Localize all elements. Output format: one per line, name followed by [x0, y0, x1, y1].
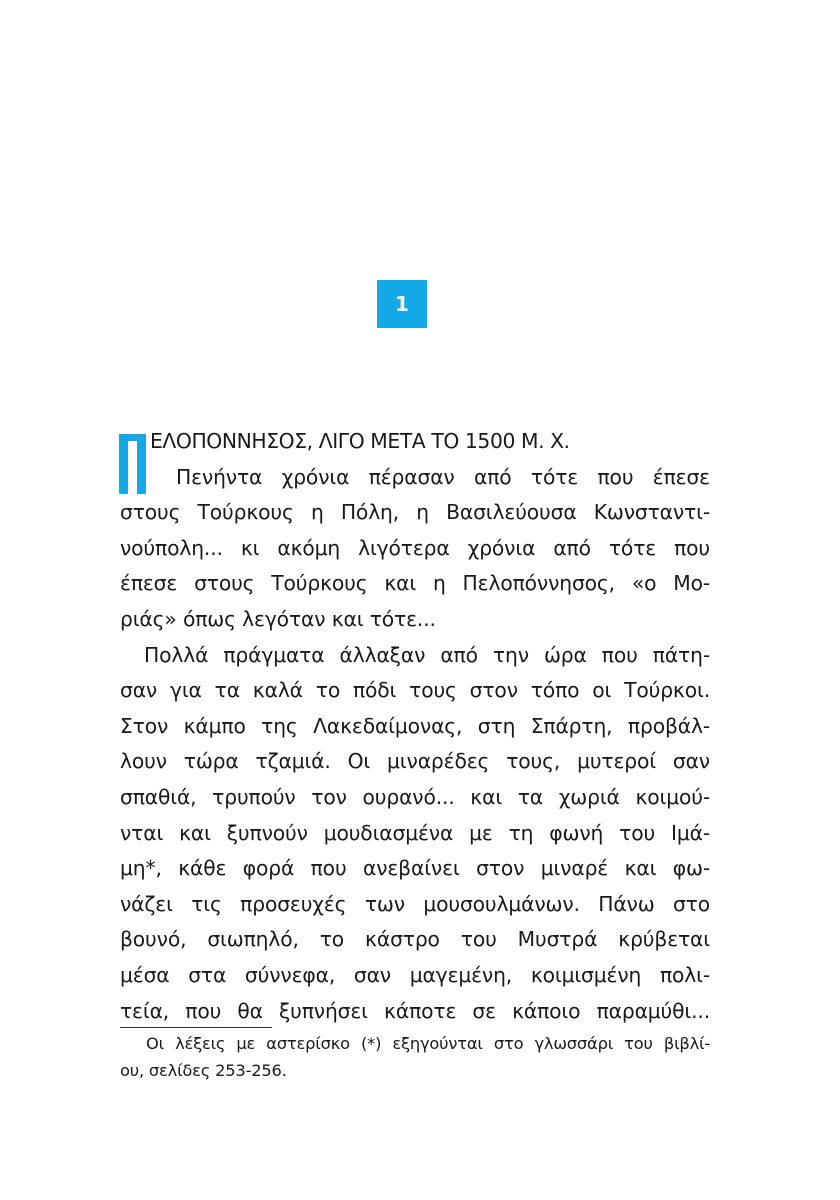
footnote — [120, 1030, 710, 1084]
chapter-number-badge — [377, 280, 427, 328]
body-line: στους Τούρκους η Πόλη, η Βασιλεύουσα Κωνσταντι- — [120, 500, 710, 525]
body-line: τεία, που θα ξυπνήσει κάποτε σε κάποιο παραμύθι... — [120, 998, 710, 1023]
footnote-line: Οι λέξεις με αστερίσκο (*) εξηγούνται στο γλωσσάρι του βιβλί- — [146, 1034, 710, 1053]
body-line: νάζει τις προσευχές των μουσουλμάνων. Πάνω στο — [120, 891, 710, 916]
body-line: ριάς» όπως λεγόταν και τότε... — [120, 606, 436, 631]
body-line: μη*, κάθε φορά που ανεβαίνει στον μιναρέ και φω- — [120, 856, 710, 881]
chapter-body — [120, 424, 710, 1029]
body-line: σαν για τα καλά το πόδι τους στον τόπο οι Τούρκοι. — [120, 678, 710, 703]
chapter-number: 1 — [395, 292, 409, 316]
drop-cap-letter-pi — [119, 434, 146, 494]
body-line: σπαθιά, τρυπούν τον ουρανό... και τα χωριά κοιμού- — [120, 784, 710, 809]
body-line: βουνό, σιωπηλό, το κάστρο του Μυστρά κρύβεται — [120, 927, 710, 952]
body-line: νούπολη... κι ακόμη λιγότερα χρόνια από τότε που — [120, 535, 710, 560]
footnote-line: ου, σελίδες 253-256. — [120, 1061, 287, 1080]
body-line: έπεσε στους Τούρκους και η Πελοπόννησος, «ο Μο- — [120, 571, 710, 596]
body-line: Πενήντα χρόνια πέρασαν από τότε που έπεσε — [176, 464, 710, 489]
body-line: Στον κάμπο της Λακεδαίμονας, στη Σπάρτη, προβάλ- — [120, 713, 710, 738]
body-line: νται και ξυπνούν μουδιασμένα με τη φωνή του Ιμά- — [120, 820, 710, 845]
body-line: Πολλά πράγματα άλλαξαν από την ώρα που πάτη- — [144, 642, 710, 667]
chapter-heading-line: ΕΛΟΠΟΝΝΗΣΟΣ, ΛΙΓΟ ΜΕΤΑ ΤΟ 1500 Μ. Χ. — [150, 429, 570, 453]
footnote-divider — [120, 1027, 272, 1028]
body-line: λουν τώρα τζαμιά. Οι μιναρέδες τους, μυτεροί σαν — [120, 749, 710, 774]
body-line: μέσα στα σύννεφα, σαν μαγεμένη, κοιμισμένη πολι- — [120, 962, 710, 987]
